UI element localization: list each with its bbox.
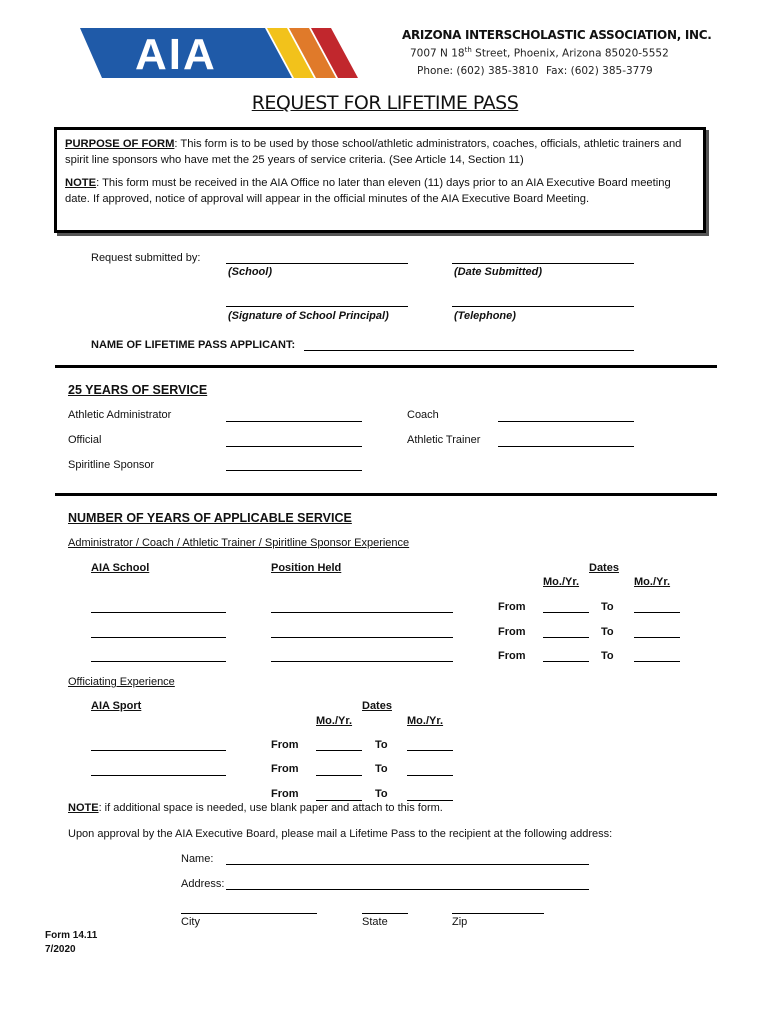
org-address bbox=[410, 46, 669, 60]
spiritline-sponsor-field[interactable] bbox=[226, 470, 362, 471]
form-number: Form 14.11 bbox=[45, 930, 98, 941]
to-mo-yr-header: Mo./Yr. bbox=[634, 576, 671, 588]
from-label: From bbox=[498, 601, 526, 613]
from-label: From bbox=[271, 788, 299, 800]
coach-field[interactable] bbox=[498, 421, 634, 422]
to-label: To bbox=[375, 763, 388, 775]
section-divider bbox=[55, 493, 717, 496]
dates-header: Dates bbox=[589, 562, 619, 574]
to-label: To bbox=[601, 601, 614, 613]
date-submitted-caption: (Date Submitted) bbox=[454, 266, 542, 278]
from-date-field[interactable] bbox=[543, 612, 589, 613]
spiritline-sponsor-label: Spiritline Sponsor bbox=[68, 459, 155, 471]
purpose-label: PURPOSE OF FORM bbox=[65, 138, 175, 150]
org-name: ARIZONA INTERSCHOLASTIC ASSOCIATION, INC. bbox=[402, 28, 712, 42]
athletic-administrator-label: Athletic Administrator bbox=[68, 409, 172, 421]
applicant-name-field[interactable] bbox=[304, 350, 634, 351]
position-held-header: Position Held bbox=[271, 562, 342, 574]
additional-space-note bbox=[68, 802, 443, 814]
zip-field[interactable] bbox=[452, 913, 544, 914]
city-field[interactable] bbox=[181, 913, 317, 914]
admin-experience-subheading: Administrator / Coach / Athletic Trainer / Spiritline Sponsor Experience bbox=[68, 537, 410, 549]
to-label: To bbox=[375, 739, 388, 751]
note2-label: NOTE bbox=[68, 802, 99, 814]
athletic-trainer-field[interactable] bbox=[498, 446, 634, 447]
aia-logo bbox=[80, 28, 370, 80]
athletic-trainer-label: Athletic Trainer bbox=[407, 434, 481, 446]
name-field[interactable] bbox=[226, 864, 589, 865]
position-held-field[interactable] bbox=[271, 612, 453, 613]
address-city: Street, Phoenix, Arizona 85020-5552 bbox=[471, 47, 669, 60]
from-date-field[interactable] bbox=[316, 775, 362, 776]
from-date-field[interactable] bbox=[316, 800, 362, 801]
address-label: Address: bbox=[181, 878, 225, 890]
name-label: Name: bbox=[181, 853, 214, 865]
aia-sport-field[interactable] bbox=[91, 775, 226, 776]
from-date-field[interactable] bbox=[543, 637, 589, 638]
telephone-field[interactable] bbox=[452, 306, 634, 307]
purpose-text: : This form is to be used by those school/athletic administrators, coaches, officials, athletic trainers and spirit line sponsors who have met the 25 years of service criteria. (See Article 14, Section 11) bbox=[65, 138, 682, 166]
years-heading: NUMBER OF YEARS OF APPLICABLE SERVICE bbox=[68, 511, 352, 525]
to-label: To bbox=[375, 788, 388, 800]
purpose-paragraph bbox=[65, 136, 695, 168]
note-paragraph bbox=[65, 175, 695, 207]
official-label: Official bbox=[68, 434, 102, 446]
note-label: NOTE bbox=[65, 177, 97, 189]
address-sup: th bbox=[464, 46, 472, 54]
state-field[interactable] bbox=[362, 913, 408, 914]
school-field[interactable] bbox=[226, 263, 408, 264]
to-date-field[interactable] bbox=[407, 775, 453, 776]
note-text: : This form must be received in the AIA Office no later than eleven (11) days prior to an AIA Executive Board meeting date. If approved, notice of approval will appear in the official minutes of the AIA Executive Board Meeting. bbox=[65, 177, 671, 205]
aia-school-field[interactable] bbox=[91, 637, 226, 638]
to-label: To bbox=[601, 626, 614, 638]
to-date-field[interactable] bbox=[634, 637, 680, 638]
to-date-field[interactable] bbox=[407, 800, 453, 801]
aia-school-header: AIA School bbox=[91, 562, 150, 574]
page-title: REQUEST FOR LIFETIME PASS bbox=[251, 92, 519, 114]
coach-label: Coach bbox=[407, 409, 439, 421]
note2-text: : if additional space is needed, use blank paper and attach to this form. bbox=[98, 802, 443, 814]
officiating-from-mo-yr-header: Mo./Yr. bbox=[316, 715, 353, 727]
service25-heading: 25 YEARS OF SERVICE bbox=[68, 383, 208, 397]
position-held-field[interactable] bbox=[271, 637, 453, 638]
to-date-field[interactable] bbox=[634, 661, 680, 662]
org-fax: Fax: (602) 385-3779 bbox=[546, 65, 653, 77]
request-submitted-label: Request submitted by: bbox=[91, 252, 201, 264]
city-caption: City bbox=[181, 916, 200, 928]
athletic-administrator-field[interactable] bbox=[226, 421, 362, 422]
logo-text: AIA bbox=[135, 30, 217, 79]
org-phone: Phone: (602) 385-3810 bbox=[417, 65, 539, 77]
purpose-box bbox=[54, 127, 706, 233]
aia-sport-field[interactable] bbox=[91, 750, 226, 751]
officiating-subheading: Officiating Experience bbox=[68, 676, 175, 688]
position-held-field[interactable] bbox=[271, 661, 453, 662]
signature-caption: (Signature of School Principal) bbox=[228, 310, 389, 322]
aia-logo-graphic bbox=[80, 28, 370, 80]
official-field[interactable] bbox=[226, 446, 362, 447]
school-caption: (School) bbox=[228, 266, 272, 278]
from-label: From bbox=[271, 763, 299, 775]
address-field[interactable] bbox=[226, 889, 589, 890]
date-submitted-field[interactable] bbox=[452, 263, 634, 264]
from-mo-yr-header: Mo./Yr. bbox=[543, 576, 580, 588]
from-label: From bbox=[498, 626, 526, 638]
to-label: To bbox=[601, 650, 614, 662]
to-date-field[interactable] bbox=[407, 750, 453, 751]
form-date: 7/2020 bbox=[45, 944, 76, 955]
telephone-caption: (Telephone) bbox=[454, 310, 516, 322]
officiating-dates-header: Dates bbox=[362, 700, 392, 712]
from-label: From bbox=[271, 739, 299, 751]
section-divider bbox=[55, 365, 717, 368]
to-date-field[interactable] bbox=[634, 612, 680, 613]
aia-school-field[interactable] bbox=[91, 661, 226, 662]
aia-sport-header: AIA Sport bbox=[91, 700, 142, 712]
address-street: 7007 N 18 bbox=[410, 47, 465, 60]
zip-caption: Zip bbox=[452, 916, 468, 928]
signature-field[interactable] bbox=[226, 306, 408, 307]
from-date-field[interactable] bbox=[543, 661, 589, 662]
mailing-intro: Upon approval by the AIA Executive Board, please mail a Lifetime Pass to the recipient at the following address: bbox=[68, 828, 613, 840]
applicant-name-label: NAME OF LIFETIME PASS APPLICANT: bbox=[91, 339, 296, 351]
from-date-field[interactable] bbox=[316, 750, 362, 751]
aia-school-field[interactable] bbox=[91, 612, 226, 613]
from-label: From bbox=[498, 650, 526, 662]
state-caption: State bbox=[362, 916, 388, 928]
officiating-to-mo-yr-header: Mo./Yr. bbox=[407, 715, 444, 727]
